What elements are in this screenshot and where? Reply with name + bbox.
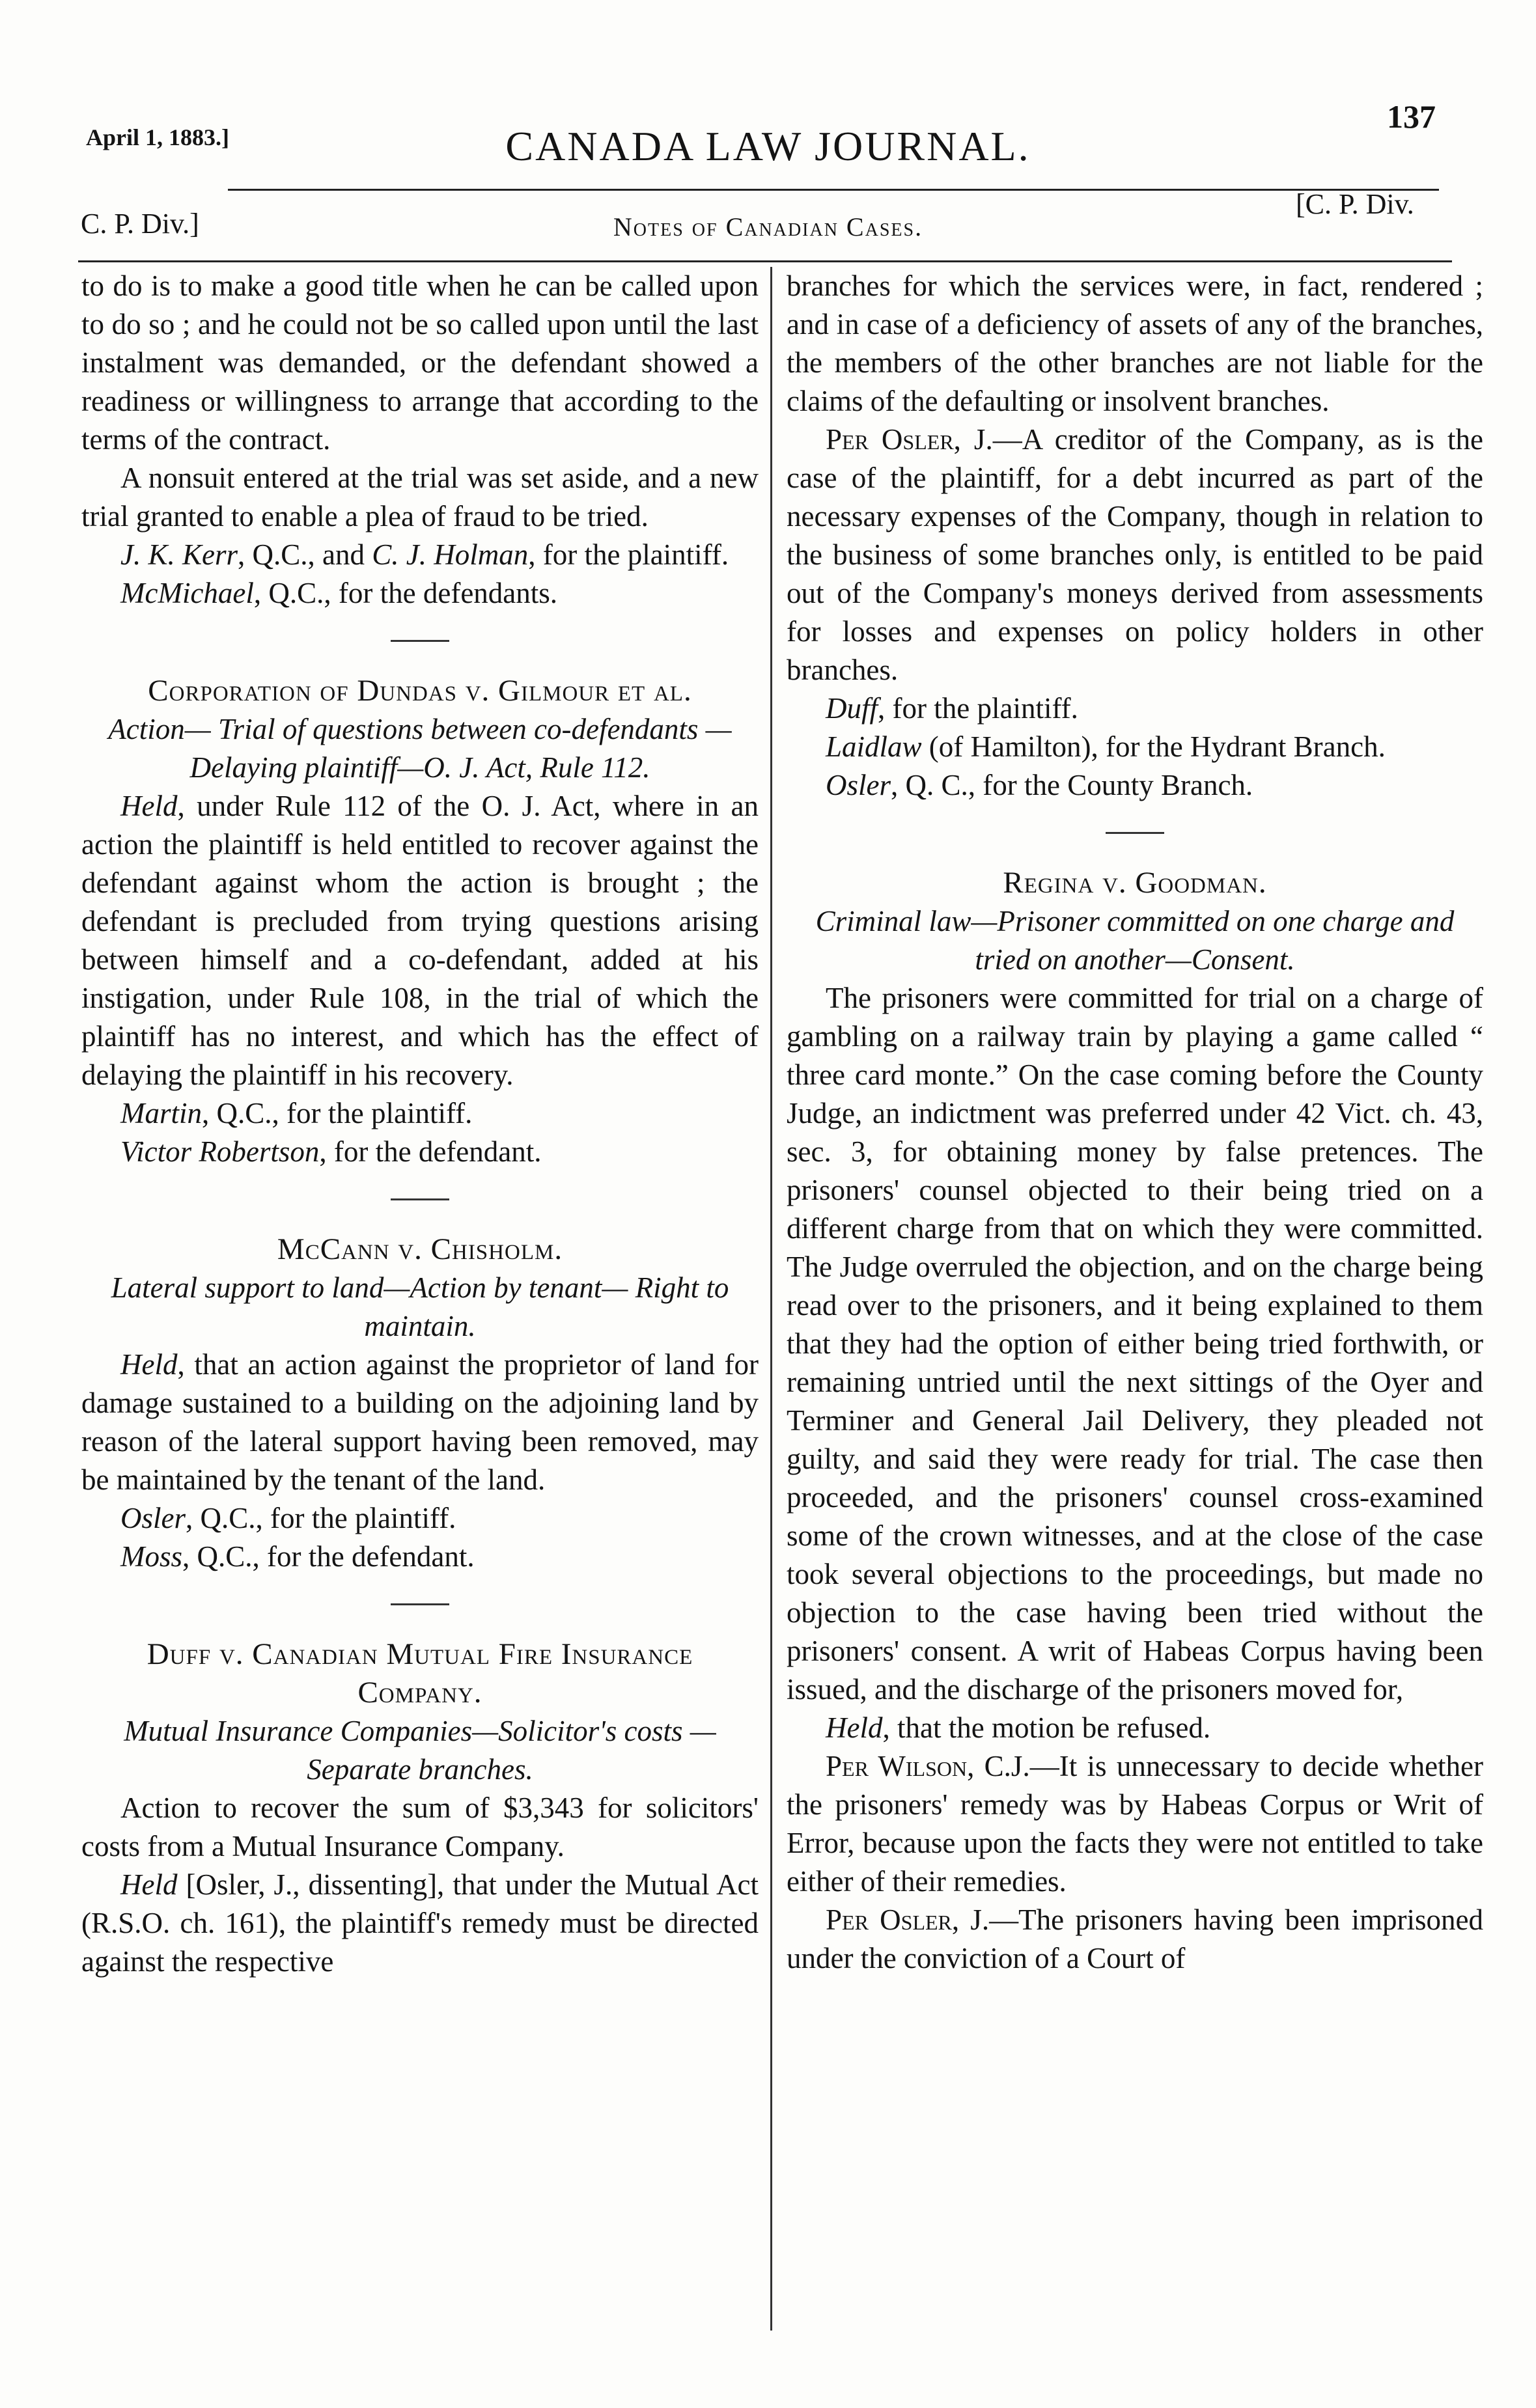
case-separator bbox=[1106, 832, 1164, 834]
catchwords: Lateral support to land—Action by tenant— Right to maintain. bbox=[111, 1271, 729, 1342]
case-separator bbox=[391, 640, 449, 642]
counsel-text: , for the defendant. bbox=[319, 1135, 542, 1168]
counsel-name: C. J. Holman bbox=[372, 538, 529, 571]
held-text: , under Rule 112 of the O. J. Act, where in an action the plaintiff is held entitled to recover against the defendant against whom the action is brought ; the defendant is precluded from trying questions arising between himself and a co-defendant, added at his instigation, under Rule 108, in the trial of which the plaintiff has no interest, and which has the effect of delaying the plaintiff in his recovery. bbox=[81, 790, 759, 1091]
division-right: [C. P. Div. bbox=[1296, 188, 1414, 220]
case-title: McCann v. Chisholm. bbox=[277, 1232, 563, 1266]
counsel-line bbox=[81, 1094, 759, 1133]
counsel-text: , for the plaintiff. bbox=[528, 538, 729, 571]
division-left: C. P. Div.] bbox=[81, 208, 199, 240]
held-text: [Osler, J., dissenting], that under the Mutual Act (R.S.O. ch. 161), the plaintiff's remedy must be directed against the respective bbox=[81, 1868, 759, 1978]
case-separator bbox=[391, 1198, 449, 1200]
paragraph: The prisoners were committed for trial on a charge of gambling on a railway train by playing a game called “ three card monte.” On the case coming before the County Judge, an indictment was preferred under 42 Vict. ch. 43, sec. 3, for obtaining money by false pretences. The prisoners' counsel objected to their being tried on a different charge from that on which they were committed. The Judge overruled the objection, and on the charge being read over to the prisoners, and it being explained to them that they had the option of either being tried forthwith, or remaining untried until the next sittings of the Oyer and Terminer and General Jail Delivery, they pleaded not guilty, and said they were ready for trial. The case then proceeded, and the prisoners' counsel cross-examined some of the crown witnesses, and at the close of the case took several objections to the proceedings, but made no objection to the case having been tried without the prisoners' consent. A writ of Habeas Corpus having been issued, and the discharge of the prisoners moved for, bbox=[787, 982, 1483, 1706]
counsel-name: Victor Robertson bbox=[120, 1135, 320, 1168]
paragraph bbox=[787, 1709, 1483, 1747]
catchwords: Action— Trial of questions between co-defendants —Delaying plaintiff—O. J. Act, Rule 112. bbox=[108, 713, 732, 784]
counsel-name: Osler bbox=[826, 769, 891, 801]
paragraph: to do is to make a good title when he can be called upon to do so ; and he could not be so called upon until the last instalment was demanded, or the defendant showed a readiness or willingness to arrange that according to the terms of the contract. bbox=[81, 270, 759, 456]
counsel-name: McMichael bbox=[120, 577, 254, 609]
counsel-name: Duff bbox=[826, 692, 878, 725]
paragraph bbox=[787, 421, 1483, 689]
section-title: Notes of Canadian Cases. bbox=[613, 212, 923, 242]
counsel-line bbox=[787, 766, 1483, 805]
counsel-name: J. K. Kerr bbox=[120, 538, 238, 571]
paragraph bbox=[787, 1901, 1483, 1978]
counsel-name: Moss bbox=[120, 1540, 183, 1573]
held-text: , that the motion be refused. bbox=[882, 1711, 1211, 1744]
counsel-line bbox=[81, 1133, 759, 1171]
held-word: Held bbox=[826, 1711, 883, 1744]
paragraph bbox=[787, 1747, 1483, 1901]
counsel-line bbox=[81, 1499, 759, 1538]
case-title: Corporation of Dundas v. Gilmour et al. bbox=[148, 674, 692, 708]
held-word: Held bbox=[120, 790, 178, 822]
judge-text: —It is unnecessary to decide whether the prisoners' remedy was by Habeas Corpus or Writ of Error, because upon the facts they were not entitled to take either of their remedies. bbox=[787, 1750, 1484, 1898]
header-rule bbox=[228, 189, 1439, 191]
case-title: Duff v. Canadian Mutual Fire Insurance Company. bbox=[147, 1637, 693, 1709]
counsel-line bbox=[81, 536, 759, 574]
column-divider bbox=[770, 267, 772, 2331]
counsel-text: , for the plaintiff. bbox=[878, 692, 1078, 725]
right-column bbox=[787, 267, 1483, 1978]
paragraph bbox=[81, 1346, 759, 1499]
counsel-name: Osler bbox=[120, 1502, 186, 1534]
paragraph: A nonsuit entered at the trial was set aside, and a new trial granted to enable a plea of fraud to be tried. bbox=[81, 462, 759, 533]
judge-label: Per Osler, J. bbox=[826, 423, 993, 456]
held-text: , that an action against the proprietor of land for damage sustained to a building on the adjoining land by reason of the lateral support having been removed, may be maintained by the tenant of the land. bbox=[81, 1348, 759, 1496]
page-number: 137 bbox=[1387, 98, 1436, 135]
held-word: Held bbox=[120, 1868, 178, 1901]
counsel-line bbox=[787, 689, 1483, 728]
counsel-text: , Q. C., for the County Branch. bbox=[891, 769, 1253, 801]
subheader-rule bbox=[78, 260, 1452, 262]
counsel-text: , Q.C., for the defendant. bbox=[182, 1540, 475, 1573]
case-separator bbox=[391, 1603, 449, 1605]
paragraph: Action to recover the sum of $3,343 for solicitors' costs from a Mutual Insurance Company. bbox=[81, 1792, 759, 1862]
journal-title: CANADA LAW JOURNAL. bbox=[505, 123, 1031, 169]
case-title: Regina v. Goodman. bbox=[1003, 866, 1267, 900]
catchwords: Mutual Insurance Companies—Solicitor's costs —Separate branches. bbox=[124, 1715, 716, 1786]
counsel-name: Laidlaw bbox=[826, 730, 922, 763]
counsel-text: , Q.C., for the defendants. bbox=[253, 577, 558, 609]
counsel-text: (of Hamilton), for the Hydrant Branch. bbox=[921, 730, 1386, 763]
left-column bbox=[81, 267, 759, 1981]
counsel-name: Martin bbox=[120, 1097, 202, 1129]
counsel-text: , Q.C., for the plaintiff. bbox=[186, 1502, 456, 1534]
judge-text: —A creditor of the Company, as is the case of the plaintiff, for a debt incurred as part of the necessary expenses of the Company, though in relation to the business of some branches only, is entitled to be paid out of the Company's moneys derived from assessments for losses and expenses on policy holders in other branches. bbox=[787, 423, 1483, 686]
paragraph: branches for which the services were, in fact, rendered ; and in case of a deficiency of assets of any of the branches, the members of the other branches are not liable for the claims of the defaulting or insolvent branches. bbox=[787, 270, 1483, 417]
counsel-text: , Q.C., for the plaintiff. bbox=[202, 1097, 473, 1129]
counsel-line bbox=[787, 728, 1483, 766]
judge-text: —The prisoners having been imprisoned under the conviction of a Court of bbox=[787, 1903, 1483, 1974]
catchwords: Criminal law—Prisoner committed on one charge and tried on another—Consent. bbox=[815, 905, 1455, 976]
paragraph bbox=[81, 1866, 759, 1981]
judge-label: Per Wilson, C.J. bbox=[826, 1750, 1030, 1782]
counsel-text: , Q.C., and bbox=[238, 538, 372, 571]
held-word: Held bbox=[120, 1348, 178, 1381]
judge-label: Per Osler, J. bbox=[826, 1903, 990, 1936]
paragraph bbox=[81, 787, 759, 1094]
counsel-line bbox=[81, 1538, 759, 1576]
counsel-line bbox=[81, 574, 759, 613]
issue-date: April 1, 1883.] bbox=[86, 124, 229, 150]
